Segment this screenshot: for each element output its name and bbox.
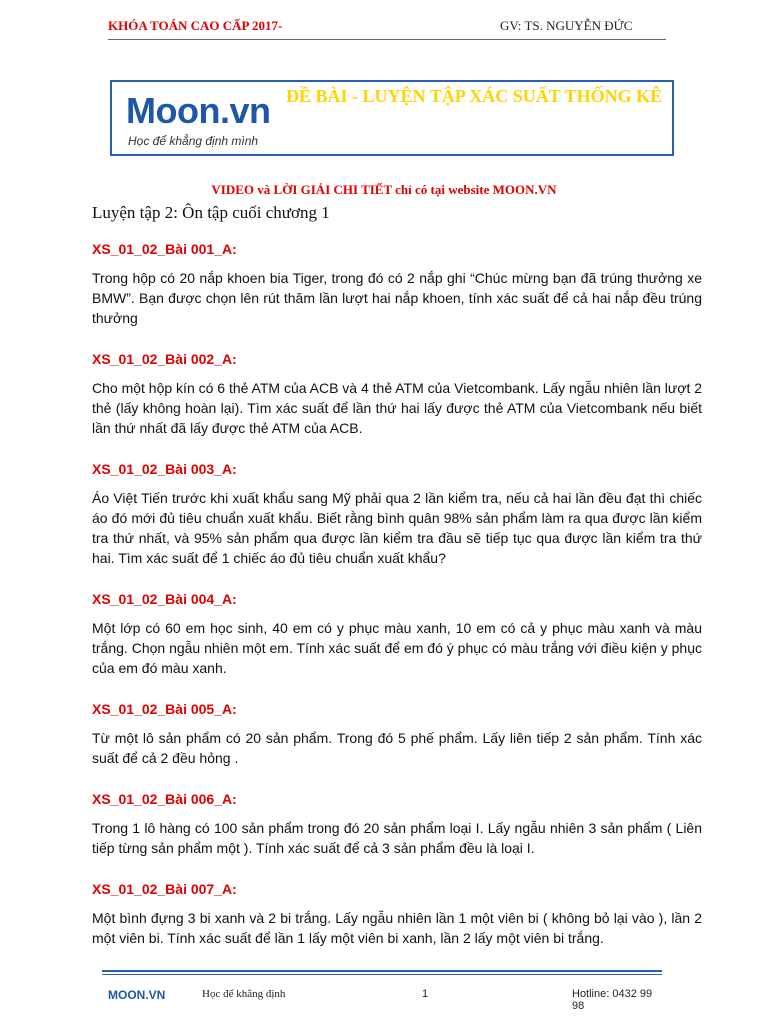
problem-list bbox=[92, 238, 702, 968]
page-number: 1 bbox=[422, 988, 429, 1000]
problem-text: Một bình đựng 3 bi xanh và 2 bi trắng. Lấy ngẫu nhiên lần 1 một viên bi ( không bỏ lại vào ), lần 2 một viên bi. Tính xác suất để lần 1 lấy một viên bi xanh, lần 2 lấy một viên bi trắng. bbox=[92, 910, 702, 946]
footer-divider bbox=[102, 970, 662, 972]
footer-slogan: Học để khẳng định bbox=[202, 988, 286, 1000]
problem-text: Cho một hộp kín có 6 thẻ ATM của ACB và 4 thẻ ATM của Vietcombank. Lấy ngẫu nhiên lần lượt 2 thẻ (lấy không hoàn lại). Tìm xác suất để lần thứ hai lấy được thẻ ATM của Vietcombank nếu biết lần thứ nhất đã lấy được thẻ ATM của ACB. bbox=[92, 380, 703, 436]
problem-text: Một lớp có 60 em học sinh, 40 em có y phục màu xanh, 10 em có cả y phục màu xanh và màu trắng. Chọn ngẫu nhiên một em. Tính xác suất để em đó ý phục có màu trắng với điều kiện y phục của em đó màu xanh. bbox=[92, 620, 702, 676]
page-footer bbox=[102, 970, 662, 1024]
problem-item bbox=[92, 698, 702, 768]
problem-item bbox=[92, 588, 702, 678]
problem-label: XS_01_02_Bài 003_A: bbox=[92, 461, 237, 477]
problem-label: XS_01_02_Bài 002_A: bbox=[92, 351, 237, 367]
logo-tagline: Học để khẳng định mình bbox=[128, 134, 259, 148]
problem-text: Trong 1 lô hàng có 100 sản phẩm trong đó 20 sản phẩm loại I. Lấy ngẫu nhiên 3 sản phẩm ( Liên tiếp từng sản phẩm một ). Tính xác suất để cả 3 sản phẩm đều là loại I. bbox=[92, 820, 702, 856]
problem-item bbox=[92, 238, 702, 328]
footer-brand: MOON.VN bbox=[108, 988, 166, 1002]
footer-divider-thin bbox=[102, 974, 662, 975]
header-divider bbox=[108, 39, 666, 40]
problem-label: XS_01_02_Bài 007_A: bbox=[92, 881, 237, 897]
problem-label: XS_01_02_Bài 001_A: bbox=[92, 241, 237, 257]
logo-wordmark: Moon.vn bbox=[126, 90, 271, 131]
problem-item bbox=[92, 348, 702, 438]
course-title: KHÓA TOÁN CAO CẤP 2017- bbox=[108, 18, 283, 33]
section-title: Luyện tập 2: Ôn tập cuối chương 1 bbox=[92, 203, 330, 222]
problem-text: Trong hộp có 20 nắp khoen bia Tiger, trong đó có 2 nắp ghi “Chúc mừng bạn đã trúng thưởng xe BMW”. Bạn được chọn lên rút thăm lần lượt hai nắp khoen, tính xác suất để cả hai nắp đều trúng thưởng bbox=[92, 270, 702, 326]
problem-item bbox=[92, 878, 702, 948]
problem-item bbox=[92, 458, 702, 568]
document-title: ĐỀ BÀI - LUYỆN TẬP XÁC SUẤT THỐNG KÊ bbox=[286, 86, 663, 106]
problem-label: XS_01_02_Bài 006_A: bbox=[92, 791, 237, 807]
problem-text: Từ một lô sản phẩm có 20 sản phẩm. Trong đó 5 phế phẩm. Lấy liên tiếp 2 sản phẩm. Tính xác suất để cả 2 đều hỏng . bbox=[92, 730, 702, 766]
problem-label: XS_01_02_Bài 005_A: bbox=[92, 701, 237, 717]
title-banner bbox=[110, 80, 674, 156]
page-header bbox=[108, 18, 666, 40]
video-notice: VIDEO và LỜI GIẢI CHI TIẾT chỉ có tại website MOON.VN bbox=[211, 182, 557, 197]
problem-item bbox=[92, 788, 702, 858]
problem-text: Áo Việt Tiến trước khi xuất khẩu sang Mỹ phải qua 2 lần kiểm tra, nếu cả hai lần đều đạt thì chiếc áo đó mới đủ tiêu chuẩn xuất khẩu. Biết rằng bình quân 98% sản phẩm làm ra qua được lần kiểm tra thứ nhất, và 95% sản phẩm qua được lần kiểm tra đầu sẽ tiếp tục qua được lần kiểm tra thứ hai. Tìm xác suất để 1 chiếc áo đủ tiêu chuẩn xuất khẩu? bbox=[92, 490, 702, 566]
teacher-name: GV: TS. NGUYỄN ĐỨC bbox=[500, 18, 633, 33]
problem-label: XS_01_02_Bài 004_A: bbox=[92, 591, 237, 607]
footer-hotline: Hotline: 0432 99 98 bbox=[572, 988, 653, 1012]
moon-logo bbox=[126, 90, 286, 150]
